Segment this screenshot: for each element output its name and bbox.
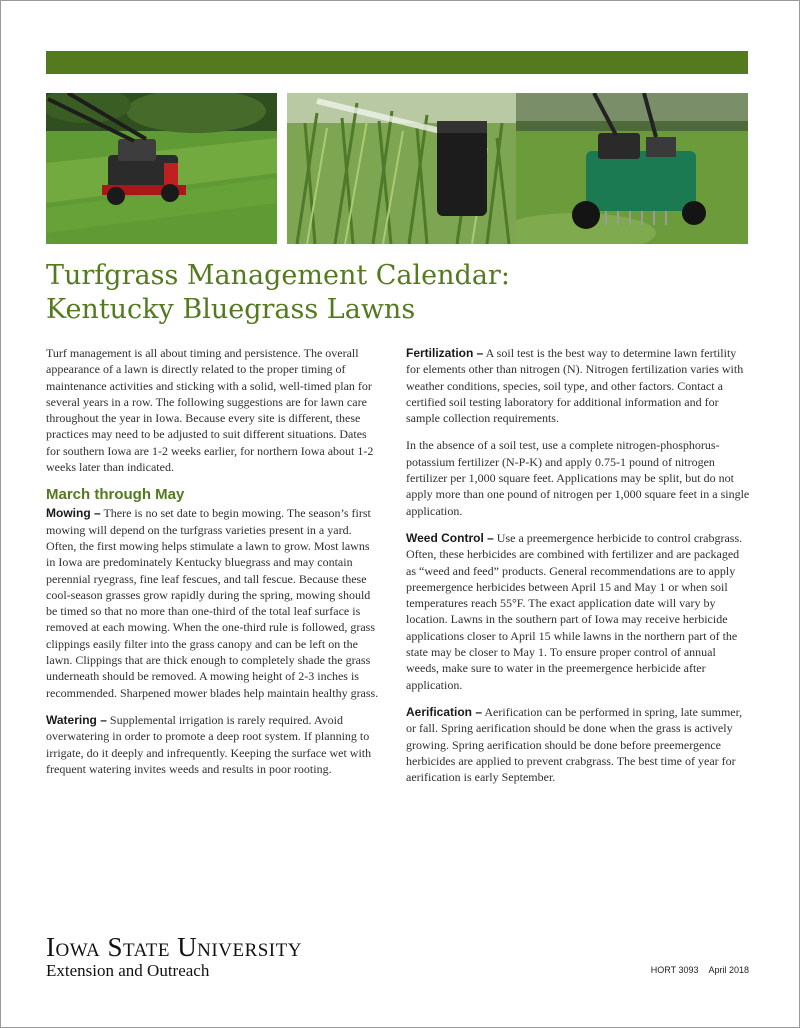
left-column (46, 345, 381, 788)
publication-date: April 2018 (708, 965, 749, 975)
intro-paragraph: Turf management is all about timing and persistence. The overall appearance of a lawn is directly related to the proper timing of maintenance activities and sticking with a solid, well-timed plan for several years in a row. The following suggestions are for lawn care throughout the year in Iowa. Because every site is different, these practices may need to be adjusted to suit different situations. Dates for southern Iowa are 1-2 weeks earlier, for northern Iowa about 1-2 weeks later than indicated. (46, 346, 374, 475)
title-line-2: Kentucky Bluegrass Lawns (46, 294, 416, 325)
right-column (406, 345, 751, 796)
watering-lead: Watering – (46, 712, 107, 727)
aerification-text: Aerification can be performed in spring, late summer, or fall. Spring aerification should be done when the grass is actively growing. Spring aerification should be done before preemergence herbicides are applied to prevent crabgrass. The best time of year for aerification is early September. (406, 704, 743, 785)
watering-paragraph (46, 712, 381, 777)
org-name: Iowa State University (46, 932, 302, 962)
university-logo (46, 933, 302, 981)
page-title (46, 259, 746, 327)
aerator-photo (516, 93, 748, 244)
title-line-1: Turfgrass Management Calendar: (46, 260, 510, 291)
weed-control-text: Use a preemergence herbicide to control crabgrass. Often, these herbicides are combined with fertilizer and are packaged as “weed and feed” products. General recommendations are to apply preemergence herbicides between April 15 and May 1 or when soil temperatures reach 55°F. The exact application date will vary by location. Lawns in the southern part of Iowa may receive herbicide applications closer to April 15 while lawns in the northern part of the state may be closer to May 1. To ensure proper control of annual weeds, make sure to water in the preemergence herbicide after application. (406, 530, 743, 692)
mowing-lead: Mowing – (46, 506, 101, 521)
fertilization-lead: Fertilization – (406, 346, 484, 360)
mowing-text: There is no set date to begin mowing. The season’s first mowing will depend on the turfgrass varieties present in a yard. Often, the first mowing helps stimulate a lawn to grow. Most lawns in Iowa are predominately Kentucky bluegrass and may contain perennial ryegrass, fine leaf fescues, and tall fescue. Because these cool-season grasses grow rapidly during the spring, mowing should be timed so that no more than one-third of the total leaf surface is removed at each mowing. When the one-third rule is followed, grass clippings easily filter into the grass canopy and can be left on the lawn. Clippings that are thick enough to completely shade the grass underneath should be removed. A mowing height of 2-3 inches is recommended. Sharpened mower blades help maintain healthy grass. (46, 506, 379, 700)
section-heading: March through May (46, 486, 185, 504)
fertilization-paragraph (406, 345, 751, 426)
lawn-mower-photo (46, 93, 277, 244)
photo-strip (46, 93, 748, 244)
fertilization-paragraph-2: In the absence of a soil test, use a complete nitrogen-phosphorus-potassium fertilizer (N-P-K) and apply 0.75-1 pound of nitrogen fertilizer per 1,000 square feet. Applications may be split, but do not apply more than one pound of nitrogen per 1,000 square feet in a single application. (406, 438, 750, 518)
org-subtitle: Extension and Outreach (46, 961, 210, 980)
aerification-lead: Aerification – (406, 704, 483, 719)
fertilization-text: A soil test is the best way to determine lawn fertility for elements other than nitrogen (N). Nitrogen fertilization varies with weather conditions, species, soil type, and other factors. Contact a certified soil testing laboratory for additional information and for sample collection requirements. (406, 346, 744, 426)
publication-code: HORT 3093 (650, 965, 699, 975)
publication-info (651, 965, 749, 975)
watering-text: Supplemental irrigation is rarely required. Avoid overwatering in order to promote a deep root system. If planning to irrigate, do it deeply and infrequently. Keeping the surface wet with frequent watering invites weeds and results in poor rooting. (46, 712, 372, 776)
mowing-paragraph (46, 505, 381, 701)
header-color-bar (46, 51, 748, 74)
weed-control-paragraph (406, 530, 751, 693)
sprinkler-photo (287, 93, 518, 244)
aerification-paragraph (406, 704, 751, 785)
weed-control-lead: Weed Control – (406, 530, 494, 545)
